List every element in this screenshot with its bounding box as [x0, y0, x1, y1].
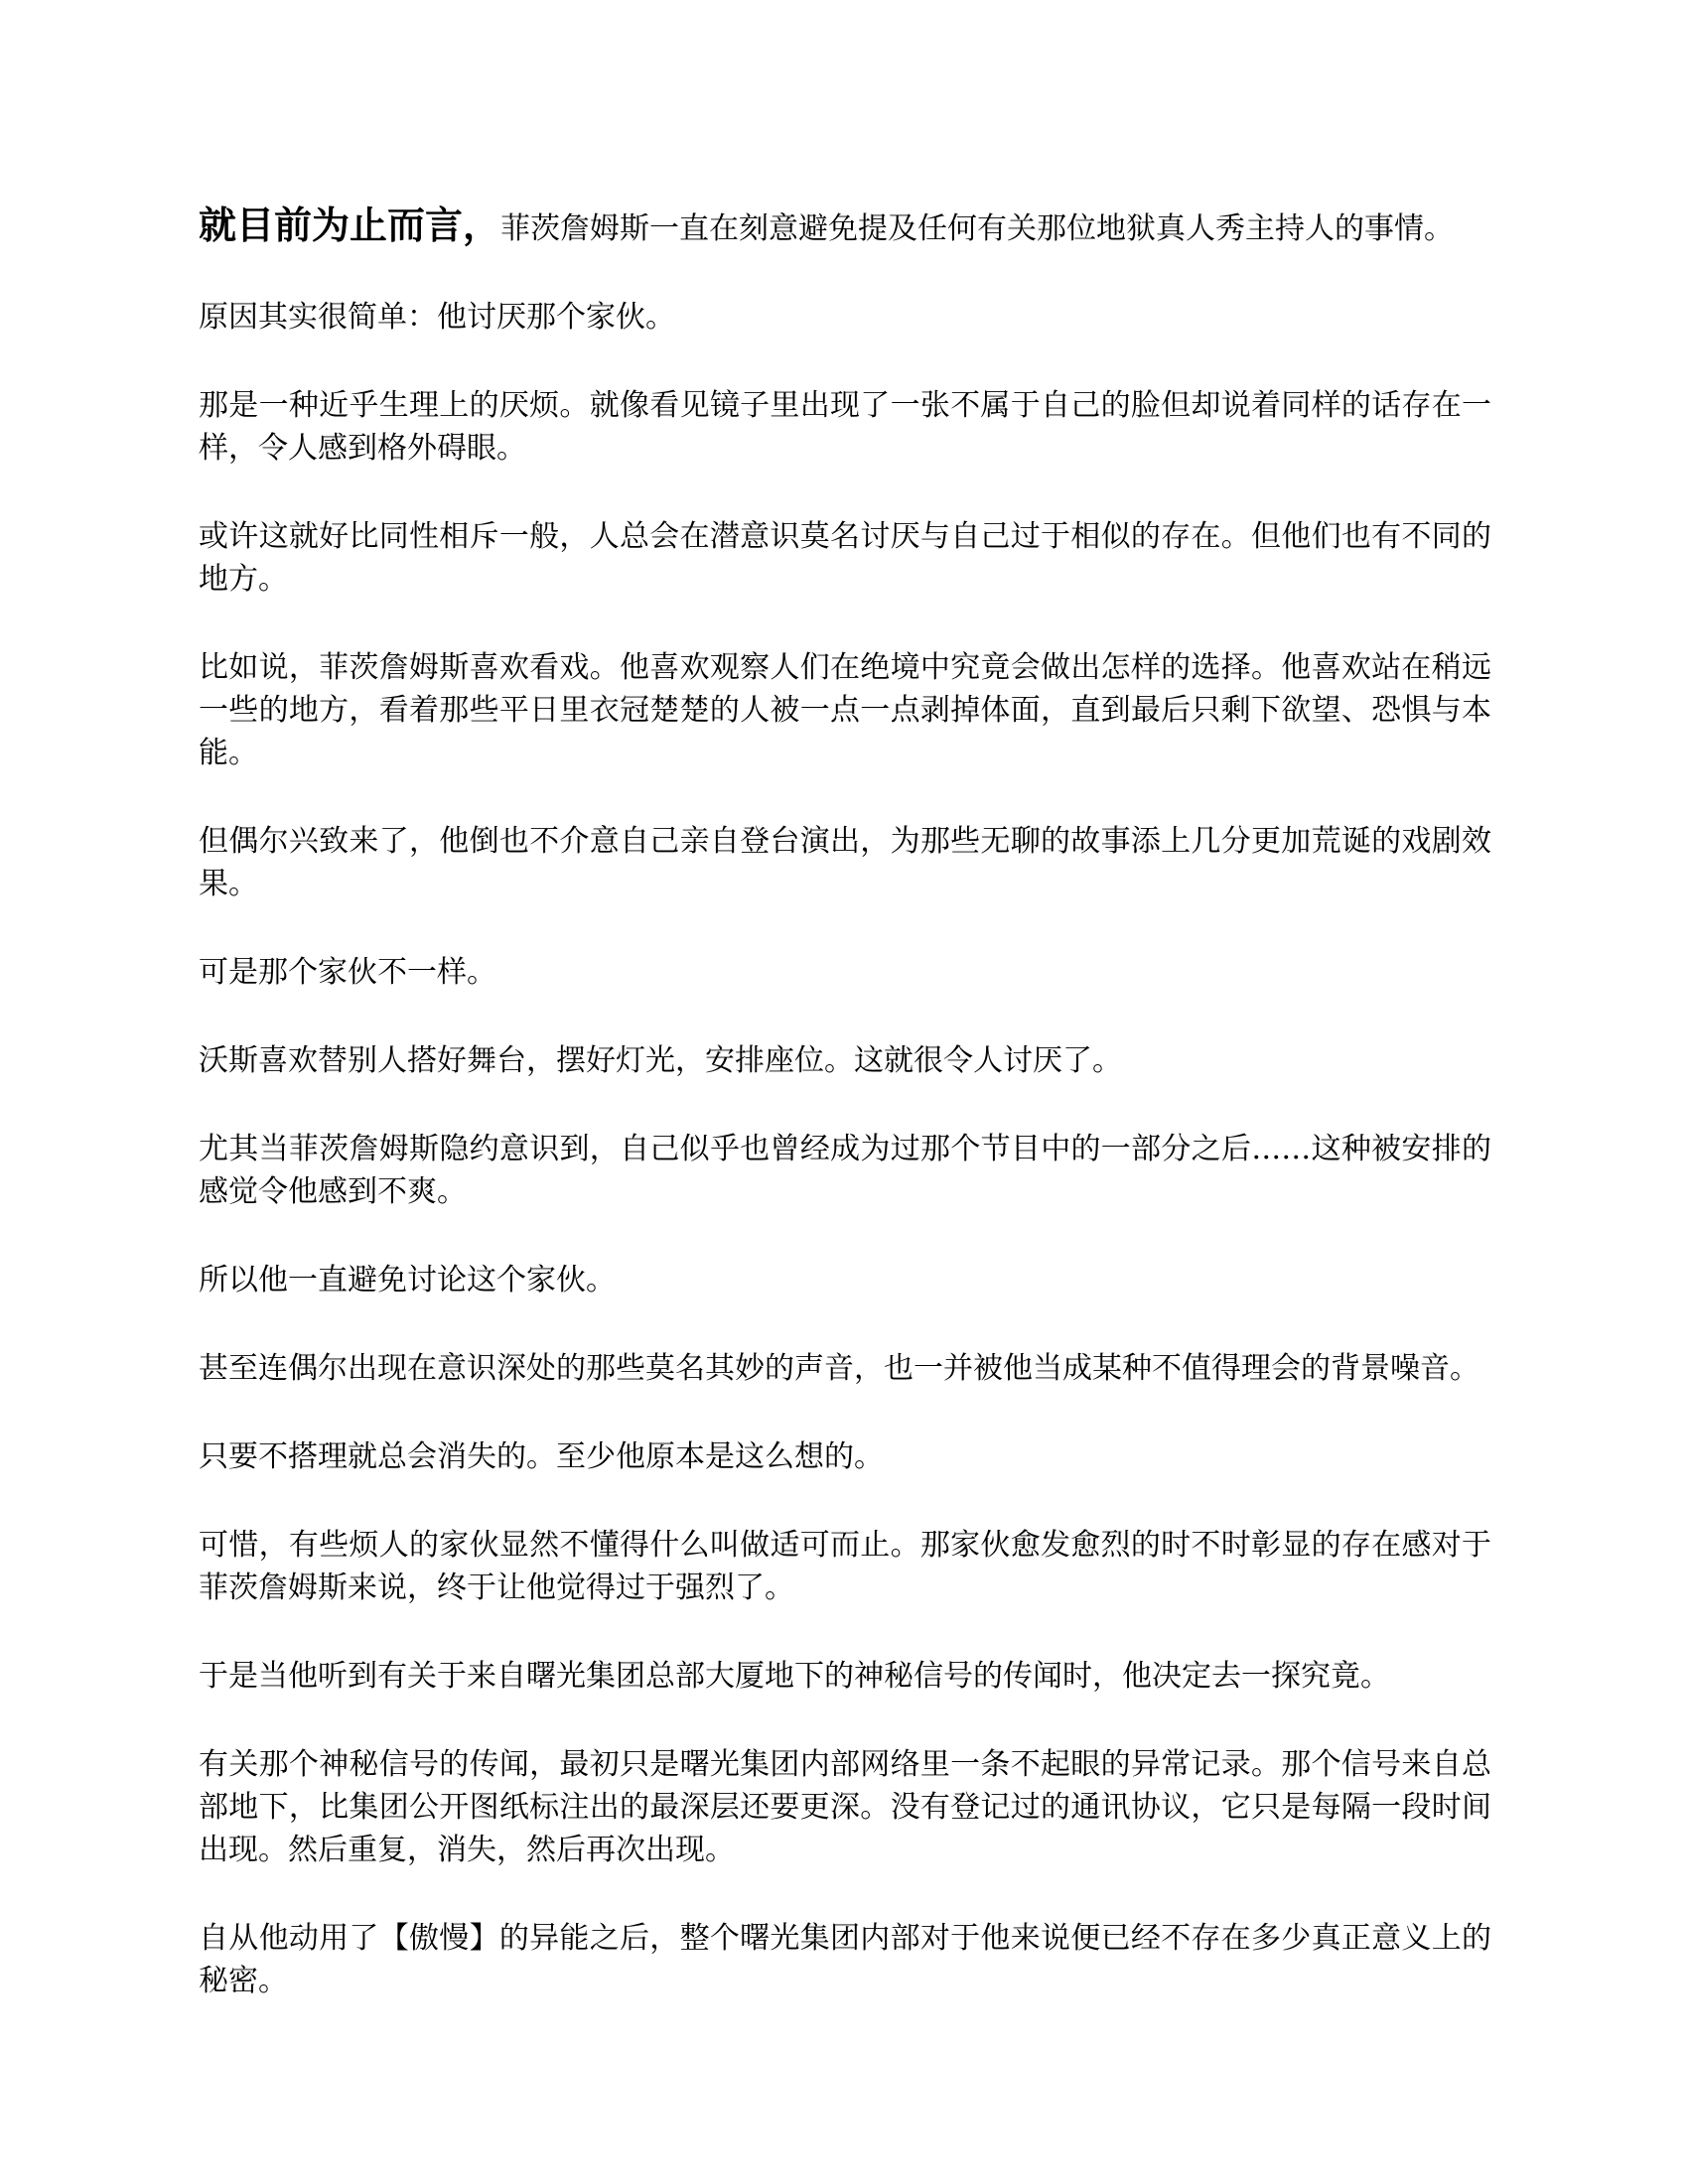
- paragraph-13: 可惜，有些烦人的家伙显然不懂得什么叫做适可而止。那家伙愈发愈烈的时不时彰显的存在感对于菲茨詹姆斯来说，终于让他觉得过于强烈了。: [199, 1528, 1491, 1605]
- paragraph-14: 于是当他听到有关于来自曙光集团总部大厦地下的神秘信号的传闻时，他决定去一探究竟。: [199, 1659, 1390, 1694]
- paragraph-text: 菲茨詹姆斯一直在刻意避免提及任何有关那位地狱真人秀主持人的事情。: [500, 211, 1455, 246]
- paragraph-11: 甚至连偶尔出现在意识深处的那些莫名其妙的声音，也一并被他当成某种不值得理会的背景噪音。: [199, 1351, 1479, 1386]
- paragraph-3: 那是一种近乎生理上的厌烦。就像看见镜子里出现了一张不属于自己的脸但却说着同样的话存在一样，令人感到格外碍眼。: [199, 388, 1491, 466]
- paragraph-6: 但偶尔兴致来了，他倒也不介意自己亲自登台演出，为那些无聊的故事添上几分更加荒诞的戏剧效果。: [199, 824, 1491, 901]
- paragraph-10: 所以他一直避免讨论这个家伙。: [199, 1263, 616, 1297]
- paragraph-9: 尤其当菲茨詹姆斯隐约意识到，自己似乎也曾经成为过那个节目中的一部分之后……这种被安排的感觉令他感到不爽。: [199, 1132, 1491, 1209]
- document-body: [199, 204, 1491, 2048]
- paragraph-4: 或许这就好比同性相斥一般，人总会在潜意识莫名讨厌与自己过于相似的存在。但他们也有不同的地方。: [199, 519, 1491, 597]
- paragraph-2: 原因其实很简单：他讨厌那个家伙。: [199, 300, 675, 335]
- paragraph-12: 只要不搭理就总会消失的。至少他原本是这么想的。: [199, 1439, 884, 1474]
- paragraph-7: 可是那个家伙不一样。: [199, 955, 496, 990]
- paragraph-5: 比如说，菲茨詹姆斯喜欢看戏。他喜欢观察人们在绝境中究竟会做出怎样的选择。他喜欢站在稍远一些的地方，看着那些平日里衣冠楚楚的人被一点一点剥掉体面，直到最后只剩下欲望、恐惧与本能。: [199, 650, 1491, 770]
- paragraph-15: 有关那个神秘信号的传闻，最初只是曙光集团内部网络里一条不起眼的异常记录。那个信号来自总部地下，比集团公开图纸标注出的最深层还要更深。没有登记过的通讯协议，它只是每隔一段时间出现。然后重复，消失，然后再次出现。: [199, 1747, 1491, 1867]
- paragraph-16: 自从他动用了【傲慢】的异能之后，整个曙光集团内部对于他来说便已经不存在多少真正意义上的秘密。: [199, 1921, 1491, 1998]
- lead-phrase: 就目前为止而言，: [199, 203, 501, 247]
- paragraph-1: [199, 204, 1491, 250]
- paragraph-8: 沃斯喜欢替别人搭好舞台，摆好灯光，安排座位。这就很令人讨厌了。: [199, 1043, 1122, 1078]
